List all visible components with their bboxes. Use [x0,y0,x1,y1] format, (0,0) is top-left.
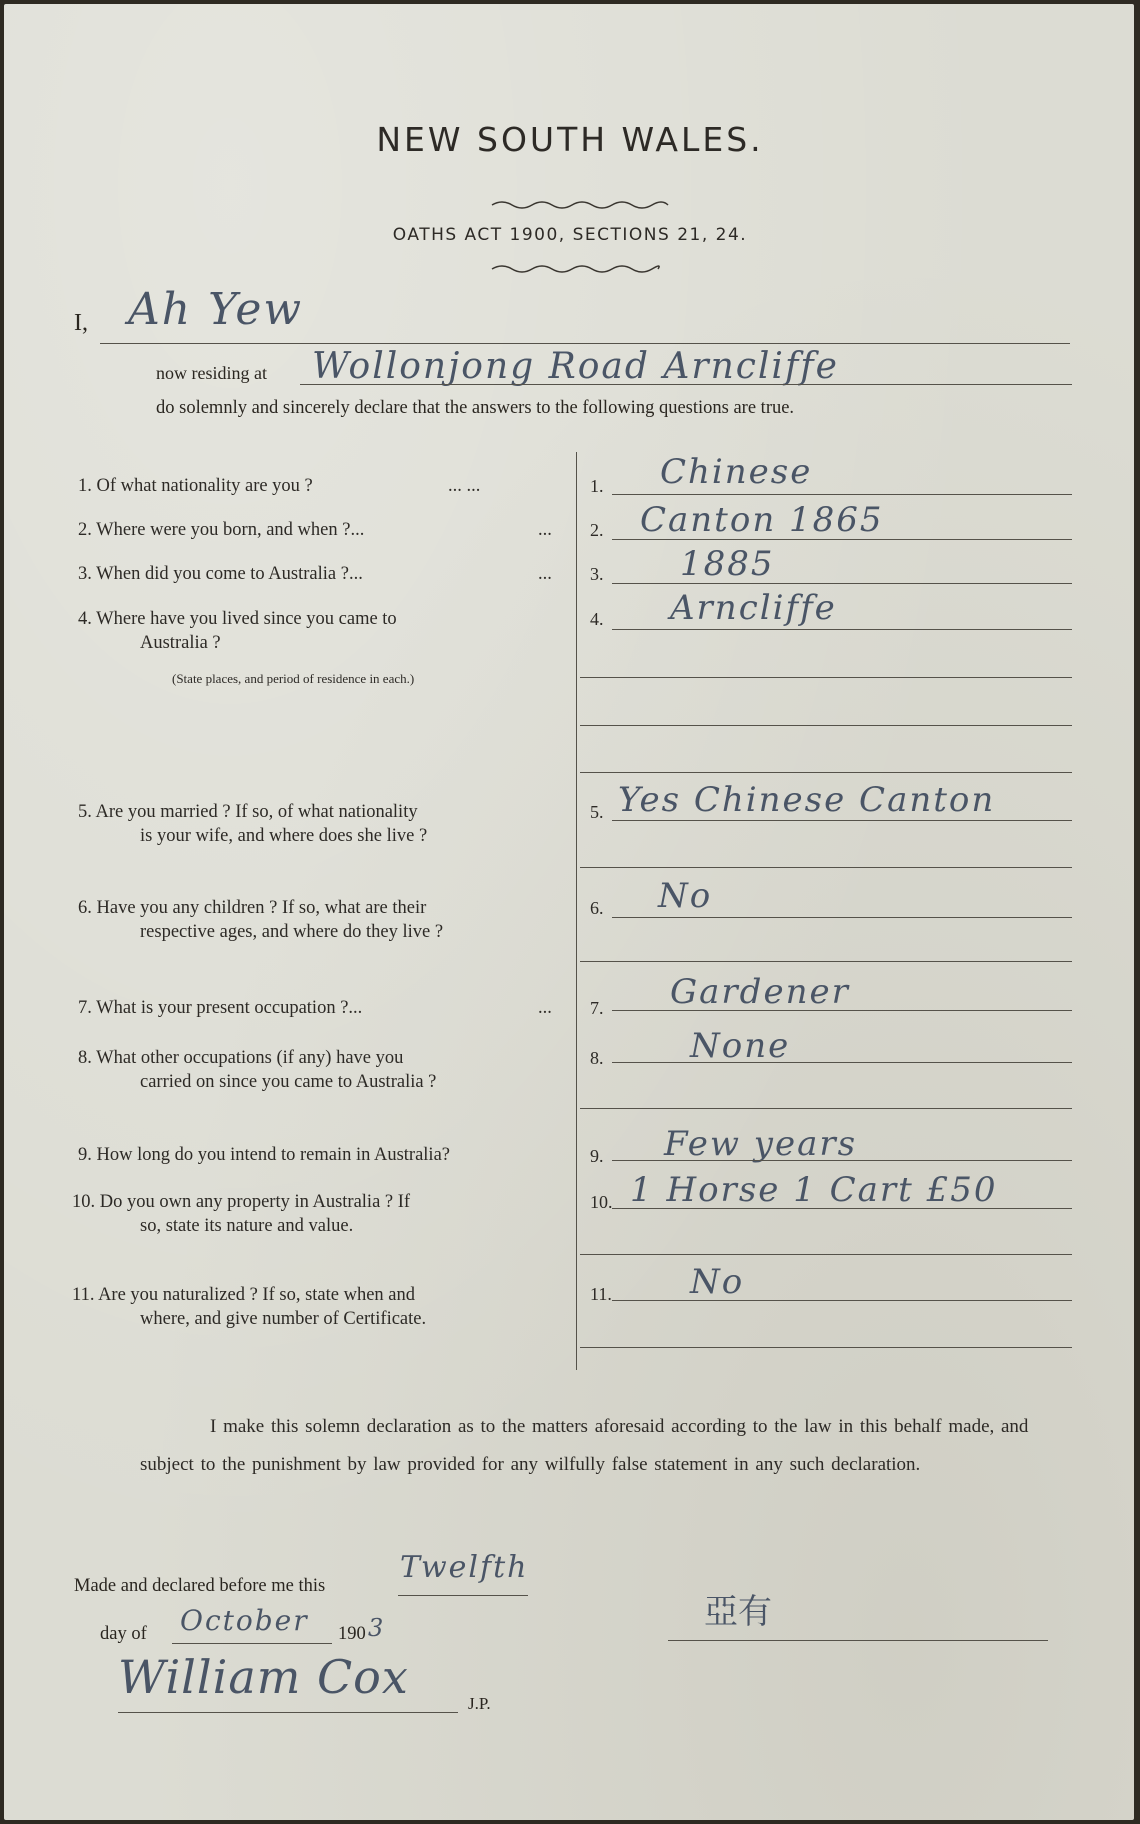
year-suffix: 3 [368,1614,386,1642]
month-value: October [180,1604,309,1637]
answer-line-6 [612,917,1072,918]
answer-line-6b [580,961,1072,962]
answer-num-10: 10. [590,1192,613,1212]
question-2: 2. Where were you born, and when ?... ... [78,520,552,540]
declarant-chinese-signature: 亞有 [704,1594,772,1631]
residence-line [300,384,1072,385]
day-of-label: day of [100,1624,147,1644]
answer-num-1: 1. [590,476,604,496]
title-ornament-top [490,198,670,212]
title-ornament-bottom [490,262,660,276]
question-1: 1. Of what nationality are you ? ... ... [78,476,481,496]
declarant-signature-line [668,1640,1048,1641]
answer-line-7 [612,1010,1072,1011]
question-7: 7. What is your present occupation ?... ... [78,998,552,1018]
question-3: 3. When did you come to Australia ?... ... [78,564,552,584]
answer-line-4a [612,629,1072,630]
answer-num-6: 6. [590,898,604,918]
answer-5: Yes Chinese Canton [618,780,996,820]
answer-10: 1 Horse 1 Cart £50 [630,1170,998,1210]
answer-line-1 [612,494,1072,495]
year-prefix: 190 [338,1624,366,1644]
answer-line-4d [580,772,1072,773]
made-declared-label: Made and declared before me this [74,1576,326,1596]
answer-line-4c [580,725,1072,726]
jp-label: J.P. [468,1694,491,1713]
residing-label: now residing at [156,363,267,383]
declarant-name: Ah Yew [128,284,304,335]
answer-line-8 [612,1062,1072,1063]
answer-8: None [690,1026,791,1066]
answer-line-10b [580,1254,1072,1255]
declaration-paragraph: I make this solemn declaration as to the matters aforesaid according to the law in this behalf made, and subject to the punishment by law provided for any wilfully false statement in any such declaration. [140,1416,1029,1475]
jp-signature: William Cox [118,1650,409,1704]
answer-line-2 [612,539,1072,540]
answer-3: 1885 [680,544,775,584]
month-line [172,1643,332,1644]
question-9: 9. How long do you intend to remain in Australia? [78,1145,450,1165]
answer-line-3 [612,583,1072,584]
declare-text: do solemnly and sincerely declare that the answers to the following questions are true. [156,398,795,418]
answer-2: Canton 1865 [640,500,884,540]
answer-num-2: 2. [590,520,604,540]
question-10: 10. Do you own any property in Australia ? If so, state its nature and value. [72,1192,411,1236]
answer-9: Few years [664,1124,858,1164]
answer-num-8: 8. [590,1048,604,1068]
answer-num-9: 9. [590,1146,604,1166]
answer-line-11 [612,1300,1072,1301]
residence-value: Wollonjong Road Arncliffe [312,346,839,387]
question-5: 5. Are you married ? If so, of what nationality is your wife, and where does she live ? [78,802,428,846]
answer-line-10 [612,1208,1072,1209]
answer-7: Gardener [670,972,850,1012]
answer-4: Arncliffe [670,588,837,628]
answer-line-5b [580,867,1072,868]
answer-num-5: 5. [590,802,604,822]
answer-line-5 [612,820,1072,821]
question-8: 8. What other occupations (if any) have you carried on since you came to Australia ? [78,1048,437,1092]
question-4: 4. Where have you lived since you came to Australia ? (State places, and period of residence in each.) [78,609,415,686]
answer-line-4b [580,677,1072,678]
answer-num-3: 3. [590,564,604,584]
question-11: 11. Are you naturalized ? If so, state when and where, and give number of Certificate. [72,1285,427,1329]
answer-line-9 [612,1160,1072,1161]
answer-line-8b [580,1108,1072,1109]
document-title: NEW SOUTH WALES. [376,120,764,159]
question-6: 6. Have you any children ? If so, what are their respective ages, and where do they live ? [78,898,444,942]
answer-11: No [690,1262,745,1302]
day-line [398,1595,528,1596]
name-line [100,343,1070,344]
answer-line-11b [580,1347,1072,1348]
declarant-prefix: I, [74,310,88,336]
answer-1: Chinese [660,452,813,492]
document-subtitle: OATHS ACT 1900, SECTIONS 21, 24. [392,225,748,245]
answer-num-7: 7. [590,998,604,1018]
answer-num-4: 4. [590,609,604,629]
day-value: Twelfth [400,1550,529,1585]
jp-line [118,1712,458,1713]
answer-6: No [658,876,713,916]
column-divider [576,452,577,1370]
answer-num-11: 11. [590,1284,612,1304]
